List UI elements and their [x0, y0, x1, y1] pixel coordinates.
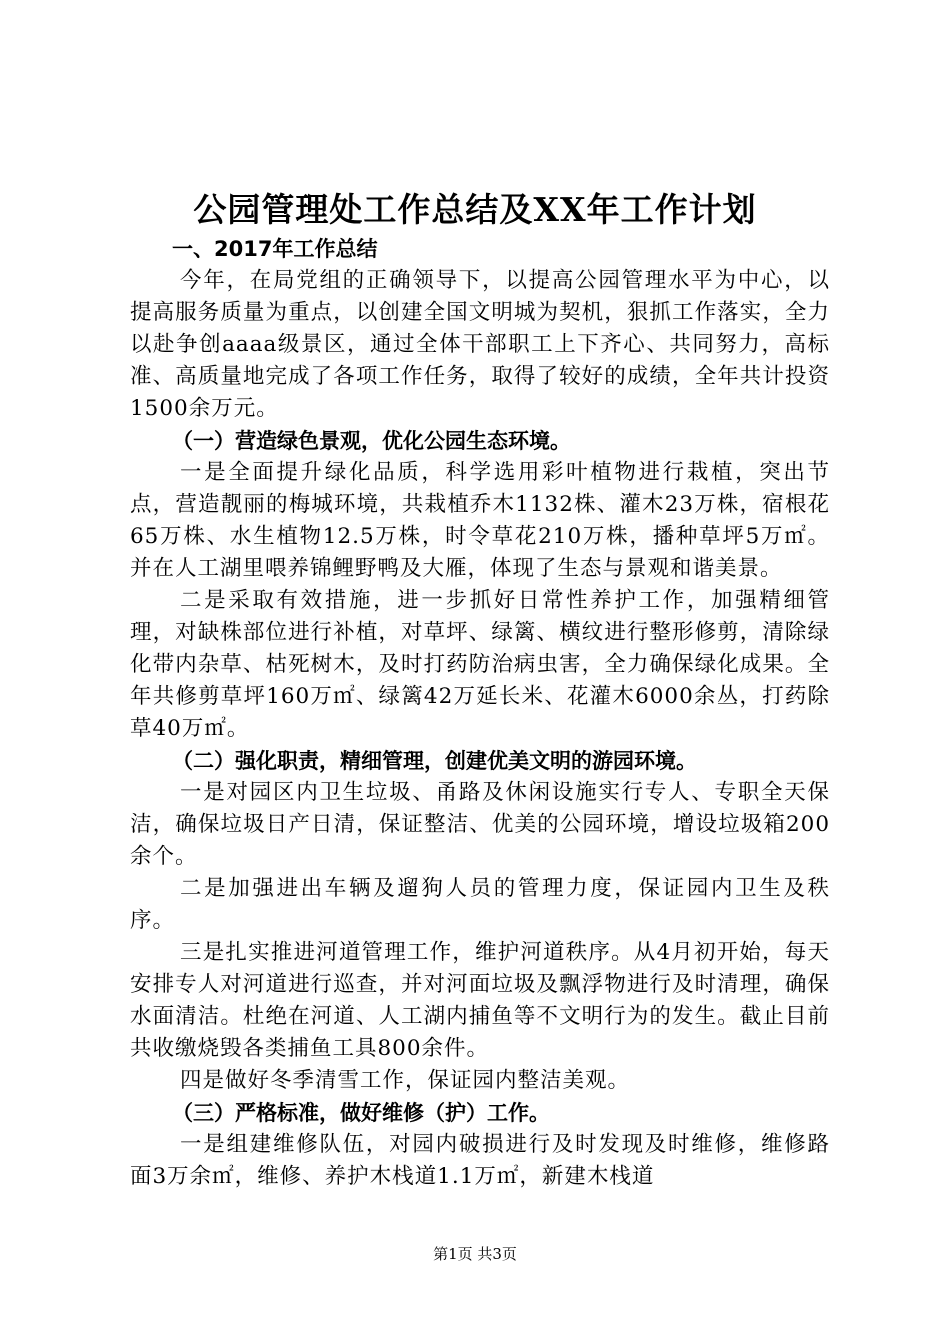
- document-body: [130, 233, 830, 1193]
- page-footer: 第1页 共3页: [433, 1245, 517, 1263]
- paragraph: 二是采取有效措施，进一步抓好日常性养护工作，加强精细管理，对缺株部位进行补植，对草坪、绿篱、横纹进行整形修剪，清除绿化带内杂草、枯死树木，及时打药防治病虫害，全力确保绿化成果。全年共修剪草坪160万㎡、绿篱42万延长米、花灌木6000余丛，打药除草40万㎡。: [130, 588, 830, 741]
- paragraph: 一是组建维修队伍，对园内破损进行及时发现及时维修，维修路面3万余㎡，维修、养护木栈道1.1万㎡，新建木栈道: [130, 1132, 830, 1189]
- paragraph: 四是做好冬季清雪工作，保证园内整洁美观。: [180, 1068, 631, 1093]
- paragraph: 一是对园区内卫生垃圾、甬路及休闲设施实行专人、专职全天保洁，确保垃圾日产日清，保证整洁、优美的公园环境，增设垃圾箱200余个。: [130, 780, 830, 869]
- document-title: 公园管理处工作总结及XX年工作计划: [193, 190, 757, 229]
- intro-paragraph: 今年，在局党组的正确领导下，以提高公园管理水平为中心，以提高服务质量为重点，以创建全国文明城为契机，狠抓工作落实，全力以赴争创aaaa级景区，通过全体干部职工上下齐心、共同努力，高标准、高质量地完成了各项工作任务，取得了较好的成绩，全年共计投资1500余万元。: [130, 268, 830, 421]
- subsection-heading: （三）严格标准，做好维修（护）工作。: [172, 1101, 550, 1125]
- subsection-heading: （二）强化职责，精细管理，创建优美文明的游园环境。: [172, 749, 697, 773]
- paragraph: 三是扎实推进河道管理工作，维护河道秩序。从4月初开始，每天安排专人对河道进行巡查，并对河面垃圾及飘浮物进行及时清理，确保水面清洁。杜绝在河道、人工湖内捕鱼等不文明行为的发生。截止目前共收缴烧毁各类捕鱼工具800余件。: [130, 940, 830, 1061]
- paragraph: 二是加强进出车辆及遛狗人员的管理力度，保证园内卫生及秩序。: [130, 876, 830, 933]
- subsection-heading: （一）营造绿色景观，优化公园生态环境。: [172, 429, 571, 453]
- section-heading: 一、2017年工作总结: [172, 237, 378, 261]
- paragraph: 一是全面提升绿化品质，科学选用彩叶植物进行栽植，突出节点，营造靓丽的梅城环境，共栽植乔木1132株、灌木23万株，宿根花65万株、水生植物12.5万株，时令草花210万株，播种草坪5万㎡。并在人工湖里喂养锦鲤野鸭及大雁，体现了生态与景观和谐美景。: [130, 460, 830, 581]
